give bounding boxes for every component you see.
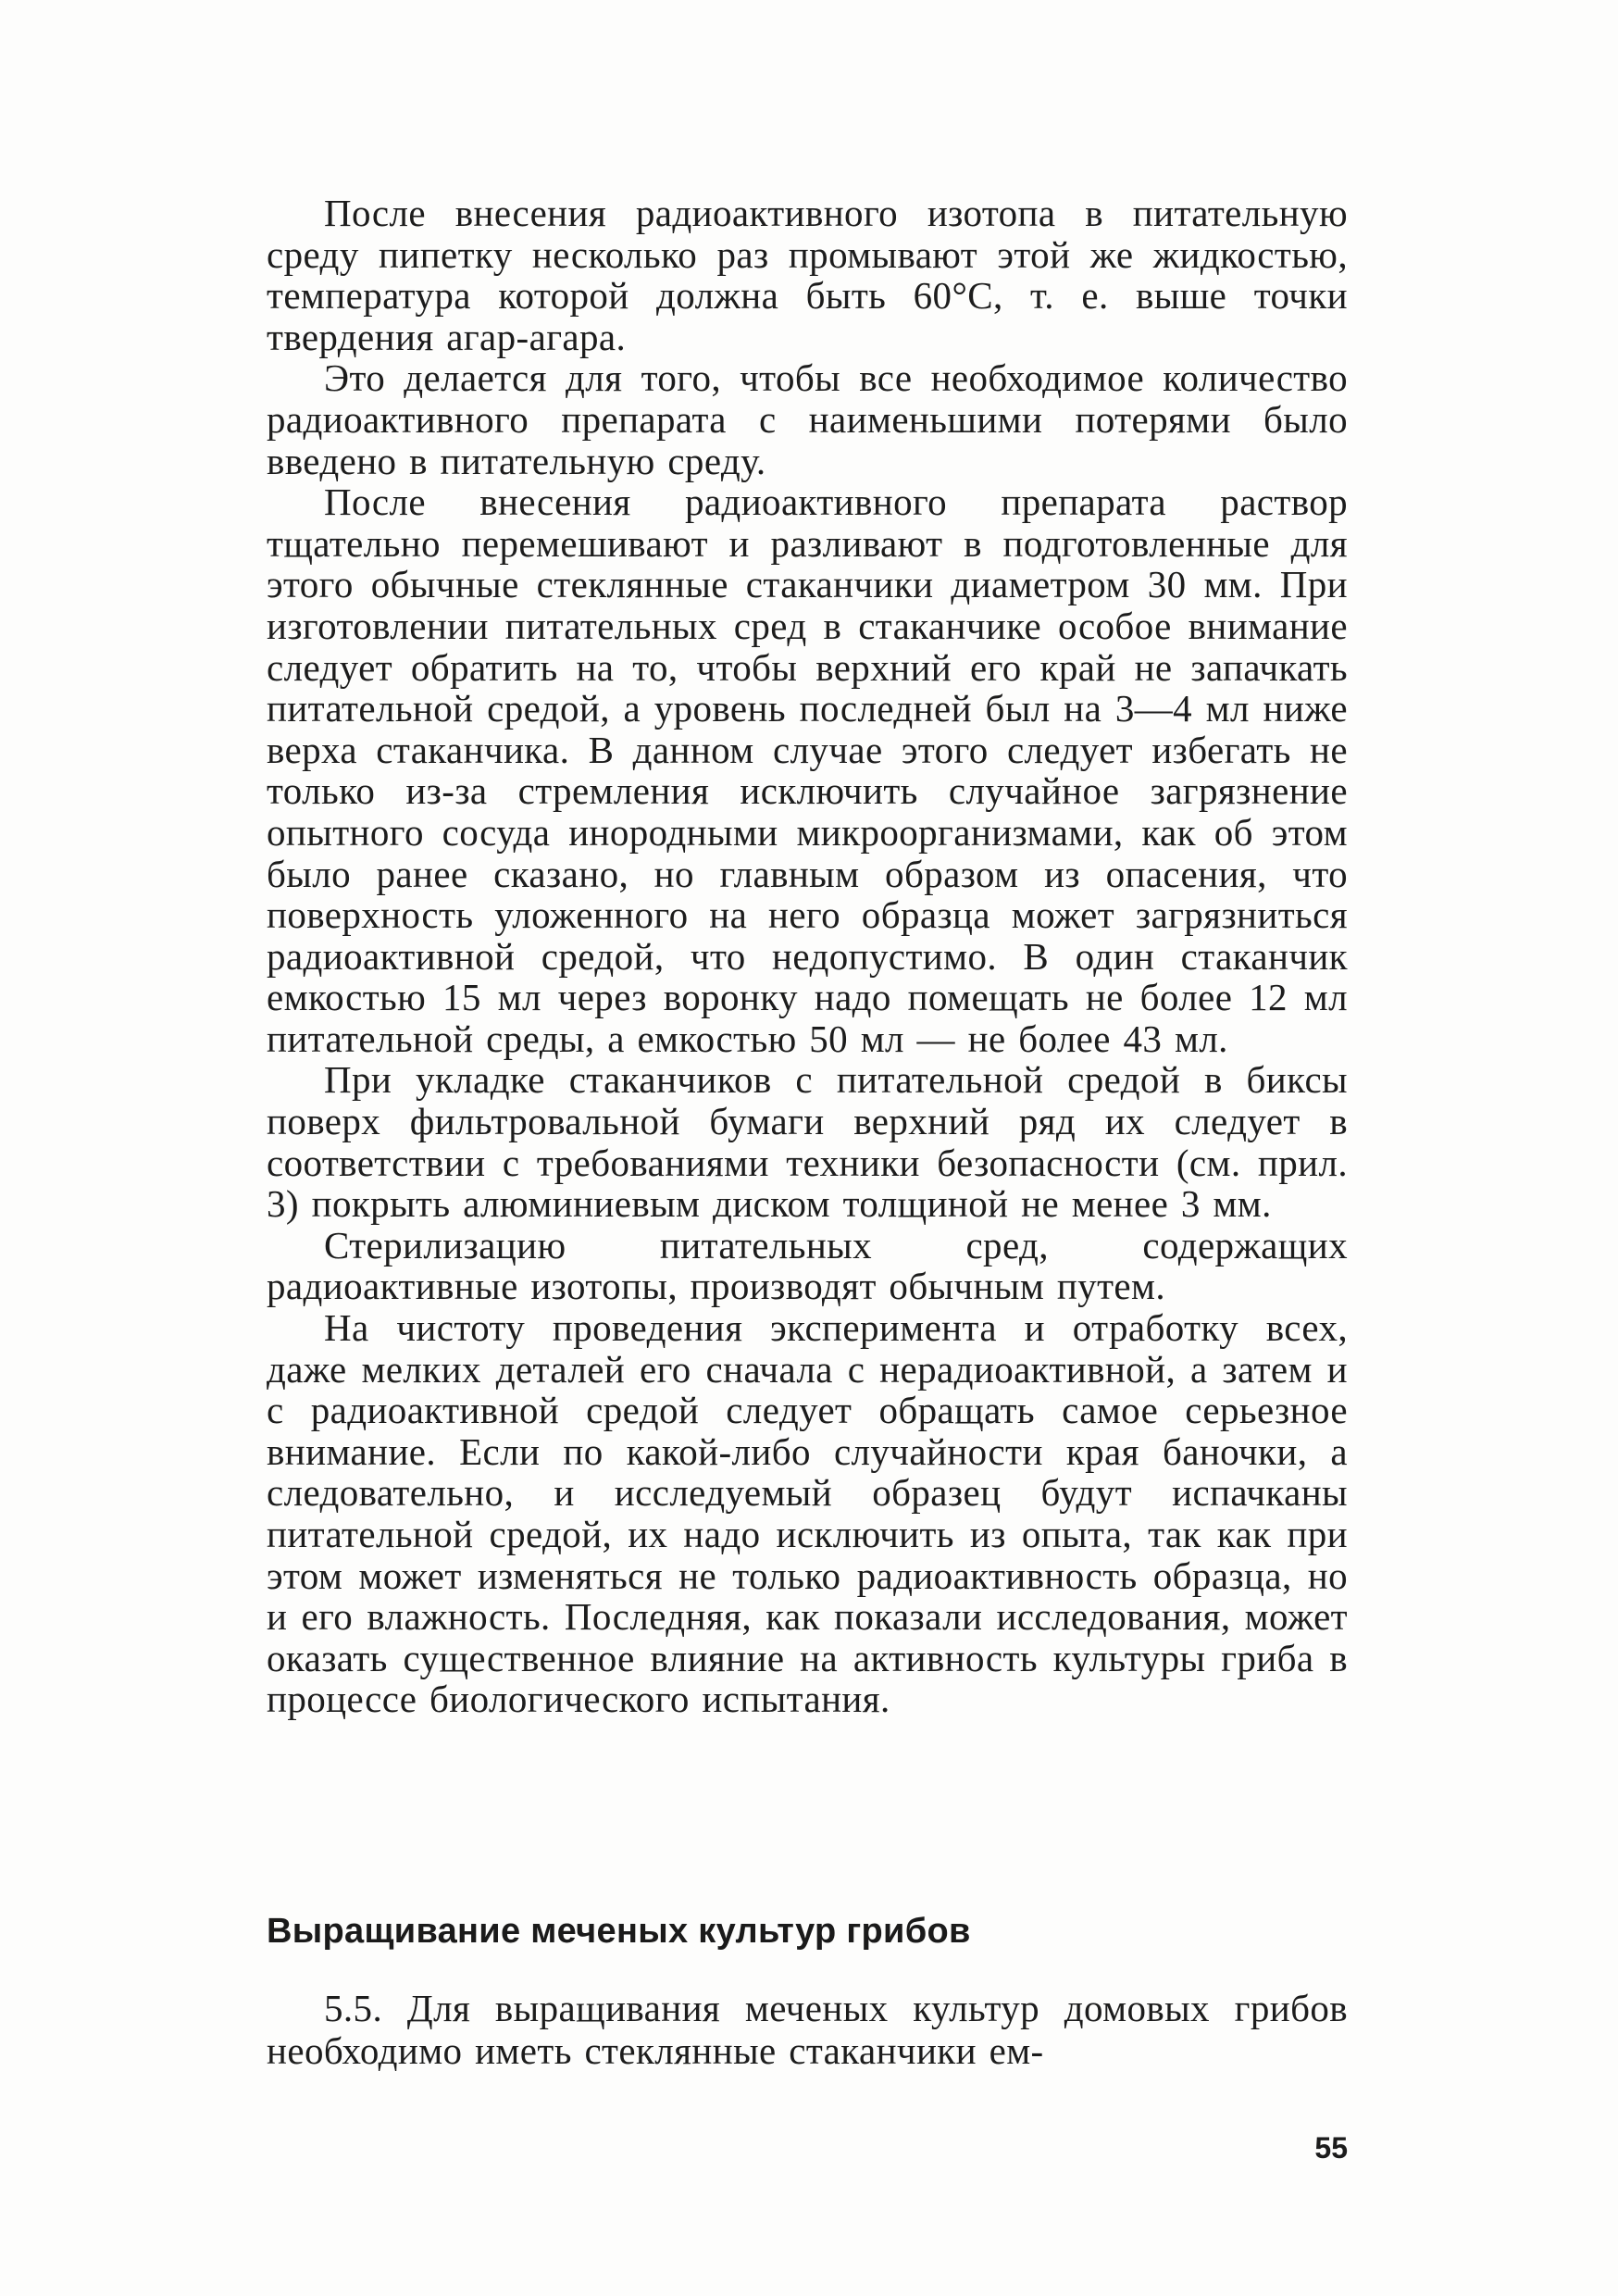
section-body: [267, 1987, 1348, 2072]
paragraph: При укладке стаканчиков с питательной средой в биксы поверх фильтровальной бумаги верхний ряд их следует в соответствии с требованиями техники безопасности (см. прил. 3) покрыть алюминиевым диском толщиной не менее 3 мм.: [267, 1058, 1348, 1226]
section-heading: Выращивание меченых культур грибов: [267, 1912, 971, 1951]
paragraph: На чистоту проведения эксперимента и отработку всех, даже мелких деталей его сначала с нерадиоактивной, а затем и с радиоактивной средой следует обращать самое серьезное внимание. Если по какой-либо случайности края баночки, а следовательно, и исследуемый образец будут испачканы питательной средой, их надо исключить из опыта, так как при этом может изменяться не только радиоактивность образца, но и его влажность. Последняя, как показали исследования, может оказать существенное влияние на активность культуры гриба в процессе биологического испытания.: [267, 1306, 1348, 1721]
paragraph: Стерилизацию питательных сред, содержащих радиоактивные изотопы, производят обычным путем.: [267, 1223, 1348, 1308]
paragraph: После внесения радиоактивного изотопа в питательную среду пипетку несколько раз промывают этой же жидкостью, температура которой должна быть 60°С, т. е. выше точки твердения агар-агара.: [267, 192, 1348, 358]
paragraph: Это делается для того, чтобы все необходимое количество радиоактивного препарата с наименьшими потерями было введено в питательную среду.: [267, 356, 1348, 482]
body-text: [267, 193, 1348, 1720]
page-number: 55: [1314, 2131, 1348, 2165]
paragraph: 5.5. Для выращивания меченых культур домовых грибов необходимо иметь стеклянные стаканчики ем-: [267, 1987, 1348, 2072]
paragraph: После внесения радиоактивного препарата раствор тщательно перемешивают и разливают в подготовленные для этого обычные стеклянные стаканчики диаметром 30 мм. При изготовлении питательных сред в стаканчике особое внимание следует обратить на то, чтобы верхний его край не запачкать питательной средой, а уровень последней был на 3—4 мл ниже верха стаканчика. В данном случае этого следует избегать не только из-за стремления исключить случайное загрязнение опытного сосуда инородными микроорганизмами, как об этом было ранее сказано, но главным образом из опасения, что поверхность уложенного на него образца может загрязниться радиоактивной средой, что недопустимо. В один стаканчик емкостью 15 мл через воронку надо помещать не более 12 мл питательной среды, а емкостью 50 мл — не более 43 мл.: [267, 480, 1348, 1060]
